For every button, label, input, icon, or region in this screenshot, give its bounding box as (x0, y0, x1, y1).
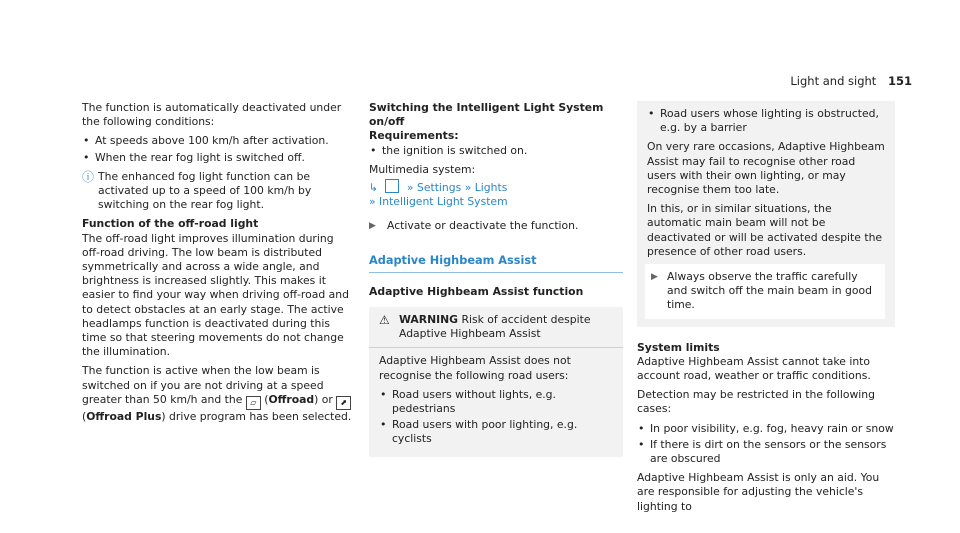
note-text: The enhanced fog light function can be activated up to a speed of 100 km/h by switching on the rear fog light. (98, 169, 312, 212)
list-item: • When the rear fog light is switched off. (82, 151, 352, 165)
path-ils: Intelligent Light System (379, 195, 508, 209)
warning-text: Adaptive Highbeam Assist does not recognise the following road users: (379, 354, 571, 382)
offroad-text: The off-road light improves illumination during off-road driving. The low beam is distributed symmetrically and across a wide angle, and brightness is increased slightly. This makes it easier to find your way when driving off-road and to detect obstacles at an early stage. The active headlamps function is deactivated during this time so that steering movements do not change the illumination. (82, 231, 349, 359)
warning-title: Risk of accident despite Adaptive Highbeam Assist (399, 313, 591, 341)
step-arrow-icon: ▶ (369, 221, 376, 232)
warning-label: WARNING (399, 313, 459, 327)
step-arrow-icon: ▶ (651, 272, 658, 283)
deactivation-conditions (82, 134, 352, 164)
path-lights: Lights (474, 181, 508, 195)
offroad-heading: Function of the off-road light (82, 217, 259, 231)
chevron-icon: » (406, 181, 414, 195)
offroad-active-text: The function is active when the low beam is switched on if you are not driving at a speed greater than 50 km/h and the ▱ (Offroad) or ⬈ (Offroad Plus) drive program has been selected. (82, 364, 352, 423)
column-1 (82, 101, 352, 429)
list-item: • Road users whose lighting is obstructed, e.g. by a barrier (647, 107, 885, 135)
requirements-list (369, 144, 623, 158)
column-3 (637, 101, 895, 519)
system-limits-text: Adaptive Highbeam Assist cannot take into account road, weather or traffic conditions. (637, 354, 871, 383)
warning-box (369, 307, 623, 457)
instruction-step: ▶ Activate or deactivate the function. (369, 219, 579, 233)
page-number: 151 (887, 74, 912, 88)
list-item: • Road users without lights, e.g. pedestrians (379, 388, 613, 416)
intro-text: The function is automatically deactivated under the following conditions: (82, 101, 342, 129)
chevron-icon: » (464, 181, 472, 195)
warning-box-continued (637, 101, 895, 327)
requirements-label: Requirements: (369, 129, 459, 143)
section-title: Light and sight (790, 74, 877, 88)
instruction-step: ▶ Always observe the traffic carefully and switch off the main beam in good time. (645, 264, 885, 319)
offroad-plus-label: Offroad Plus (86, 409, 162, 423)
warning-header (369, 313, 623, 348)
chevron-icon: » (369, 195, 376, 209)
warning-para-1: On very rare occasions, Adaptive Highbeam Assist may fail to recognise other road users with their own lighting, or may recognise them too late. (647, 140, 885, 197)
note (82, 170, 352, 213)
offroad-plus-mode-icon: ⬈ (336, 396, 351, 410)
list-item: • Road users with poor lighting, e.g. cyclists (379, 418, 613, 446)
column-2 (369, 101, 623, 457)
arrow-return-icon: ↳ (369, 181, 379, 195)
list-item: • the ignition is switched on. (369, 144, 623, 158)
offroad-label: Offroad (268, 392, 315, 406)
list-item: • At speeds above 100 km/h after activation. (82, 134, 352, 148)
page-header (790, 74, 912, 88)
list-item: • If there is dirt on the sensors or the sensors are obscured (637, 438, 895, 466)
system-limits-heading: System limits (637, 340, 720, 354)
warning-list-continued (647, 107, 885, 135)
function-heading: Adaptive Highbeam Assist function (369, 284, 584, 298)
warning-list (379, 388, 613, 447)
info-icon: ⓘ (82, 169, 95, 184)
detection-text: Detection may be restricted in the following cases: (637, 388, 875, 416)
path-settings: Settings (416, 181, 462, 195)
warning-triangle-icon: ⚠ (379, 313, 390, 328)
aid-text: Adaptive Highbeam Assist is only an aid. You are responsible for adjusting the vehicle's lighting to (637, 471, 880, 513)
home-icon (385, 179, 399, 193)
section-heading: Adaptive Highbeam Assist (369, 254, 623, 273)
list-item: • In poor visibility, e.g. fog, heavy rain or snow (637, 422, 895, 436)
warning-para-2: In this, or in similar situations, the automatic main beam will not be deactivated or will be activated despite the presence of other road users. (647, 202, 883, 258)
limits-list (637, 422, 895, 467)
offroad-mode-icon: ▱ (246, 396, 261, 410)
multimedia-label: Multimedia system: (369, 162, 476, 176)
menu-path (369, 179, 623, 209)
ils-heading: Switching the Intelligent Light System on/off (369, 101, 604, 129)
